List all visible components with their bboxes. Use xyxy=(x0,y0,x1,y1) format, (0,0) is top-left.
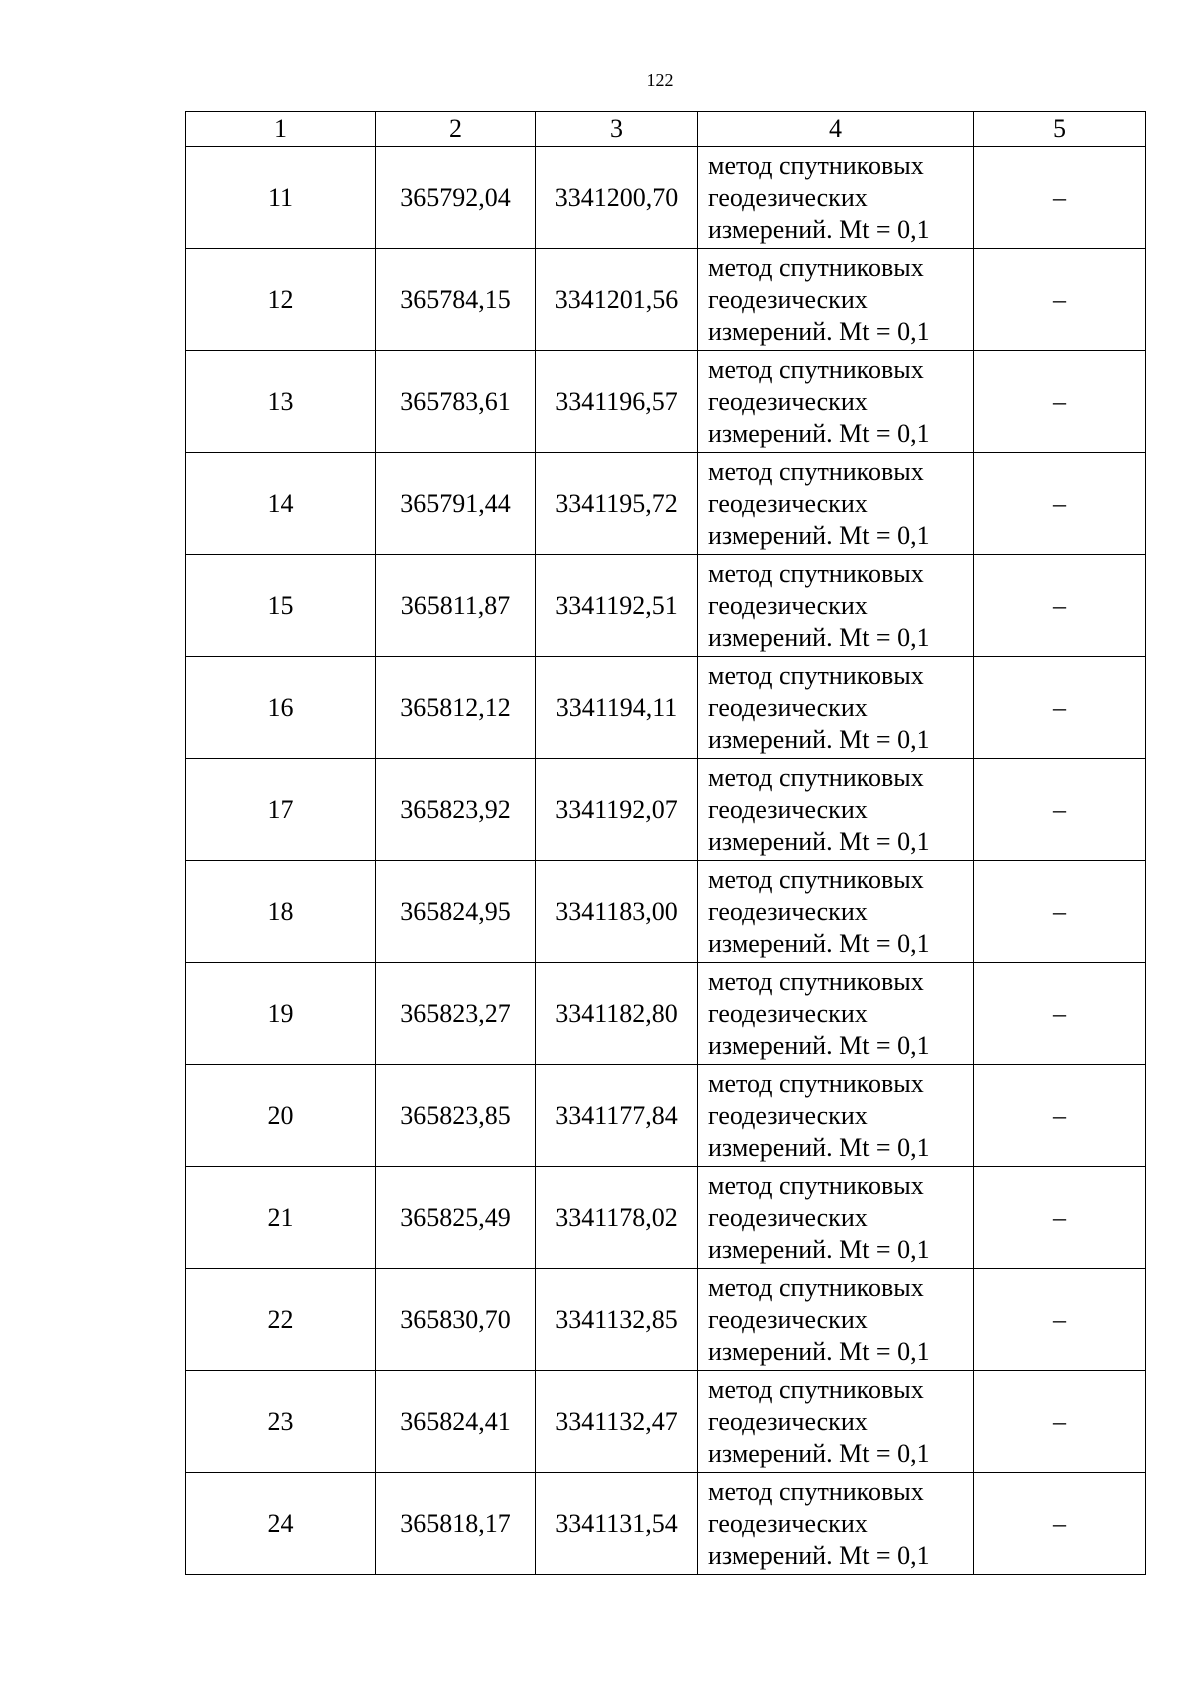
method-line: геодезических xyxy=(708,1406,868,1436)
method-line: измерений. Mt = 0,1 xyxy=(708,826,930,856)
point-number-cell: 17 xyxy=(186,759,376,861)
note-cell: – xyxy=(974,1371,1146,1473)
method-line: метод спутниковых xyxy=(708,660,924,690)
x-coordinate-cell: 365811,87 xyxy=(376,555,536,657)
point-number-cell: 16 xyxy=(186,657,376,759)
table-row xyxy=(186,1167,1146,1269)
method-line: метод спутниковых xyxy=(708,966,924,996)
point-number-cell: 18 xyxy=(186,861,376,963)
x-coordinate-cell: 365784,15 xyxy=(376,249,536,351)
method-line: метод спутниковых xyxy=(708,150,924,180)
note-cell: – xyxy=(974,453,1146,555)
table-row xyxy=(186,1065,1146,1167)
x-coordinate-cell: 365823,85 xyxy=(376,1065,536,1167)
method-cell xyxy=(698,147,974,249)
method-cell xyxy=(698,861,974,963)
note-cell: – xyxy=(974,1269,1146,1371)
point-number-cell: 21 xyxy=(186,1167,376,1269)
point-number-cell: 13 xyxy=(186,351,376,453)
method-line: геодезических xyxy=(708,488,868,518)
method-line: метод спутниковых xyxy=(708,762,924,792)
x-coordinate-cell: 365812,12 xyxy=(376,657,536,759)
x-coordinate-cell: 365791,44 xyxy=(376,453,536,555)
table-row xyxy=(186,759,1146,861)
method-line: измерений. Mt = 0,1 xyxy=(708,928,930,958)
y-coordinate-cell: 3341131,54 xyxy=(536,1473,698,1575)
method-cell xyxy=(698,453,974,555)
note-cell: – xyxy=(974,1065,1146,1167)
y-coordinate-cell: 3341201,56 xyxy=(536,249,698,351)
method-cell xyxy=(698,1371,974,1473)
method-line: метод спутниковых xyxy=(708,252,924,282)
point-number-cell: 11 xyxy=(186,147,376,249)
note-cell: – xyxy=(974,759,1146,861)
method-line: измерений. Mt = 0,1 xyxy=(708,1438,930,1468)
method-line: геодезических xyxy=(708,284,868,314)
table-row xyxy=(186,963,1146,1065)
method-cell xyxy=(698,1473,974,1575)
point-number-cell: 20 xyxy=(186,1065,376,1167)
y-coordinate-cell: 3341132,85 xyxy=(536,1269,698,1371)
method-line: геодезических xyxy=(708,182,868,212)
method-line: геодезических xyxy=(708,794,868,824)
point-number-cell: 19 xyxy=(186,963,376,1065)
table-row xyxy=(186,1371,1146,1473)
note-cell: – xyxy=(974,555,1146,657)
method-cell xyxy=(698,1269,974,1371)
method-line: геодезических xyxy=(708,896,868,926)
method-line: метод спутниковых xyxy=(708,354,924,384)
method-line: измерений. Mt = 0,1 xyxy=(708,520,930,550)
x-coordinate-cell: 365830,70 xyxy=(376,1269,536,1371)
method-line: геодезических xyxy=(708,1508,868,1538)
note-cell: – xyxy=(974,147,1146,249)
method-line: геодезических xyxy=(708,692,868,722)
method-line: измерений. Mt = 0,1 xyxy=(708,1540,930,1570)
table-row xyxy=(186,861,1146,963)
method-line: измерений. Mt = 0,1 xyxy=(708,622,930,652)
table-row xyxy=(186,453,1146,555)
method-line: измерений. Mt = 0,1 xyxy=(708,1234,930,1264)
method-line: геодезических xyxy=(708,1304,868,1334)
y-coordinate-cell: 3341192,07 xyxy=(536,759,698,861)
column-header-4: 4 xyxy=(698,112,974,147)
method-line: геодезических xyxy=(708,590,868,620)
method-line: геодезических xyxy=(708,386,868,416)
table-row xyxy=(186,249,1146,351)
column-header-5: 5 xyxy=(974,112,1146,147)
x-coordinate-cell: 365823,27 xyxy=(376,963,536,1065)
method-line: геодезических xyxy=(708,1100,868,1130)
table-body xyxy=(186,147,1146,1575)
note-cell: – xyxy=(974,963,1146,1065)
table-row xyxy=(186,351,1146,453)
note-cell: – xyxy=(974,351,1146,453)
method-cell xyxy=(698,249,974,351)
page-number: 122 xyxy=(646,70,674,90)
method-cell xyxy=(698,657,974,759)
point-number-cell: 24 xyxy=(186,1473,376,1575)
method-cell xyxy=(698,351,974,453)
x-coordinate-cell: 365783,61 xyxy=(376,351,536,453)
method-line: метод спутниковых xyxy=(708,1476,924,1506)
method-line: измерений. Mt = 0,1 xyxy=(708,418,930,448)
column-header-1: 1 xyxy=(186,112,376,147)
method-line: измерений. Mt = 0,1 xyxy=(708,724,930,754)
coordinates-table xyxy=(185,111,1146,1575)
y-coordinate-cell: 3341132,47 xyxy=(536,1371,698,1473)
table-row xyxy=(186,657,1146,759)
method-line: метод спутниковых xyxy=(708,456,924,486)
note-cell: – xyxy=(974,249,1146,351)
method-cell xyxy=(698,1065,974,1167)
table-row xyxy=(186,1473,1146,1575)
y-coordinate-cell: 3341178,02 xyxy=(536,1167,698,1269)
method-line: измерений. Mt = 0,1 xyxy=(708,1030,930,1060)
x-coordinate-cell: 365792,04 xyxy=(376,147,536,249)
x-coordinate-cell: 365823,92 xyxy=(376,759,536,861)
method-line: измерений. Mt = 0,1 xyxy=(708,316,930,346)
method-cell xyxy=(698,1167,974,1269)
point-number-cell: 23 xyxy=(186,1371,376,1473)
method-line: геодезических xyxy=(708,1202,868,1232)
method-cell xyxy=(698,759,974,861)
method-line: метод спутниковых xyxy=(708,558,924,588)
y-coordinate-cell: 3341195,72 xyxy=(536,453,698,555)
point-number-cell: 14 xyxy=(186,453,376,555)
y-coordinate-cell: 3341192,51 xyxy=(536,555,698,657)
method-line: геодезических xyxy=(708,998,868,1028)
method-cell xyxy=(698,963,974,1065)
method-line: метод спутниковых xyxy=(708,1272,924,1302)
table-row xyxy=(186,147,1146,249)
method-line: измерений. Mt = 0,1 xyxy=(708,1336,930,1366)
method-cell xyxy=(698,555,974,657)
table-row xyxy=(186,555,1146,657)
y-coordinate-cell: 3341194,11 xyxy=(536,657,698,759)
y-coordinate-cell: 3341182,80 xyxy=(536,963,698,1065)
method-line: метод спутниковых xyxy=(708,864,924,894)
point-number-cell: 12 xyxy=(186,249,376,351)
method-line: измерений. Mt = 0,1 xyxy=(708,214,930,244)
header-row xyxy=(186,112,1146,147)
x-coordinate-cell: 365825,49 xyxy=(376,1167,536,1269)
x-coordinate-cell: 365824,41 xyxy=(376,1371,536,1473)
note-cell: – xyxy=(974,861,1146,963)
x-coordinate-cell: 365818,17 xyxy=(376,1473,536,1575)
method-line: измерений. Mt = 0,1 xyxy=(708,1132,930,1162)
y-coordinate-cell: 3341177,84 xyxy=(536,1065,698,1167)
y-coordinate-cell: 3341183,00 xyxy=(536,861,698,963)
table-row xyxy=(186,1269,1146,1371)
y-coordinate-cell: 3341200,70 xyxy=(536,147,698,249)
column-header-3: 3 xyxy=(536,112,698,147)
point-number-cell: 22 xyxy=(186,1269,376,1371)
note-cell: – xyxy=(974,1167,1146,1269)
note-cell: – xyxy=(974,657,1146,759)
table-header xyxy=(186,112,1146,147)
method-line: метод спутниковых xyxy=(708,1374,924,1404)
x-coordinate-cell: 365824,95 xyxy=(376,861,536,963)
note-cell: – xyxy=(974,1473,1146,1575)
column-header-2: 2 xyxy=(376,112,536,147)
point-number-cell: 15 xyxy=(186,555,376,657)
y-coordinate-cell: 3341196,57 xyxy=(536,351,698,453)
method-line: метод спутниковых xyxy=(708,1068,924,1098)
method-line: метод спутниковых xyxy=(708,1170,924,1200)
